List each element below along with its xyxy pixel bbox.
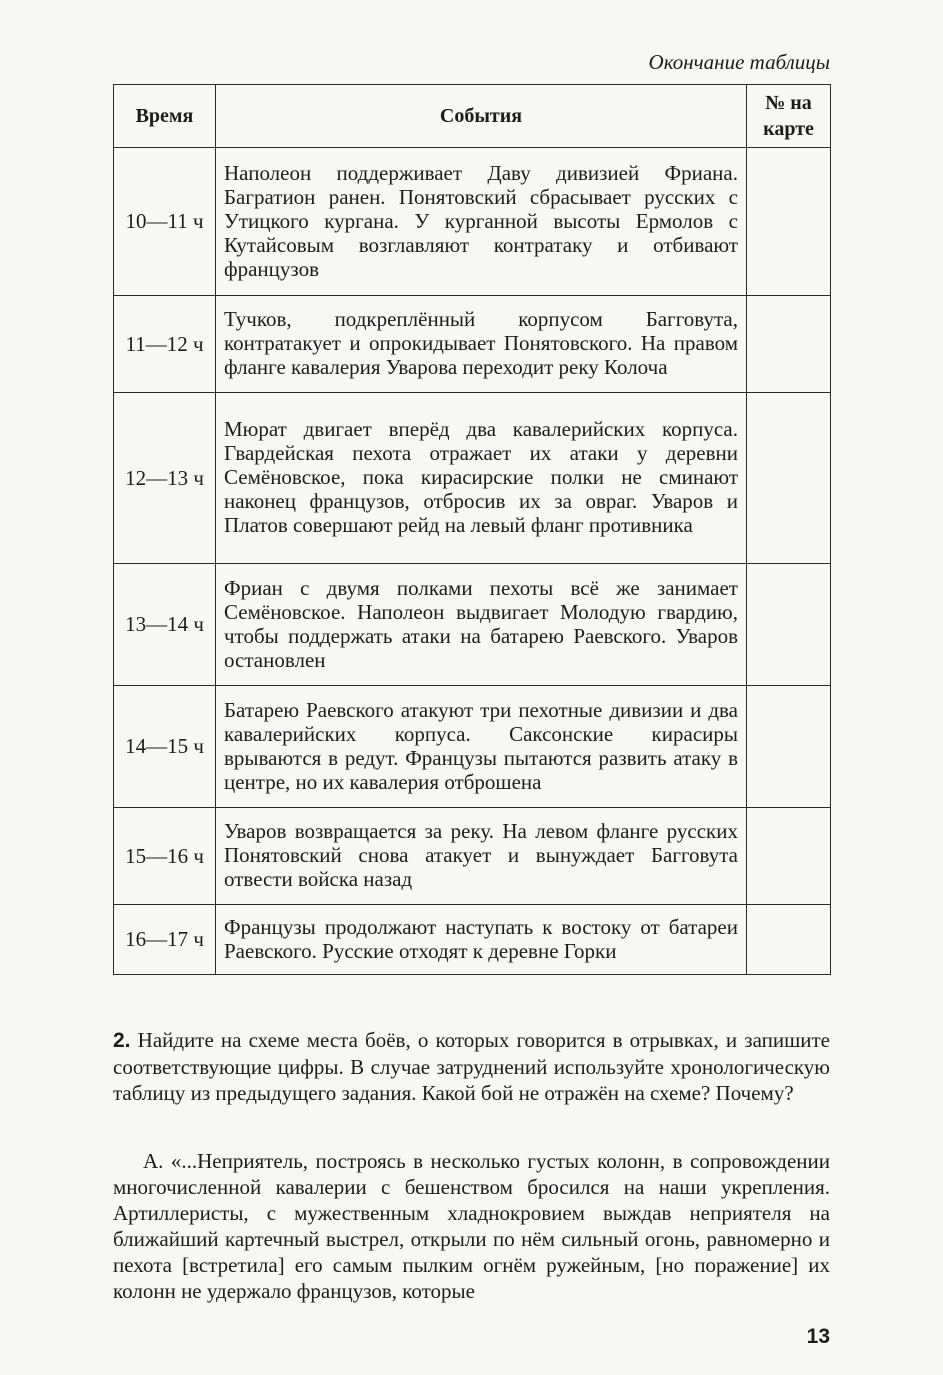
table-header-row [114,85,831,148]
event-cell: Французы продолжают наступать к востоку от батареи Раевского. Русские отходят к деревне Горки [216,905,747,975]
time-cell: 10—11 ч [114,148,216,296]
table-row [114,686,831,808]
map-number-cell [747,564,831,686]
event-cell: Мюрат двигает вперёд два кавалерийских корпуса. Гвардейская пехота отражает их атаки у деревни Семёновское, пока кирасирские полки не сминают наконец французов, отбросив их за овраг. Уваров и Платов совершают рейд на левый фланг противника [216,393,747,564]
task-paragraph [113,1027,830,1106]
time-cell: 12—13 ч [114,393,216,564]
event-cell: Фриан с двумя полками пехоты всё же занимает Семёновское. Наполеон выдвигает Молодую гвардию, чтобы поддержать атаки на батарею Раевского. Уваров остановлен [216,564,747,686]
event-cell: Наполеон поддерживает Даву дивизией Фриана. Багратион ранен. Понятовский сбрасывает русских с Утицкого кургана. У курганной высоты Ермолов с Кутайсовым возглавляют контратаку и отбивают французов [216,148,747,296]
header-time: Время [114,85,216,148]
map-number-cell [747,905,831,975]
table-row [114,296,831,393]
event-cell: Тучков, подкреплённый корпусом Багговута, контратакует и опрокидывает Понятовского. На правом фланге кавалерия Уварова переходит реку Колоча [216,296,747,393]
quote-paragraph: А. «...Неприятель, построясь в несколько густых колонн, в сопровождении многочисленной кавалерии с бешенством бросился на наши укрепления. Артиллеристы, с мужественным хладнокровием выждав неприятеля на ближайший картечный выстрел, открыли по нём сильный огонь, равномерно и пехота [встретила] его самым пылким огнём ружейным, [но поражение] их колонн не удержало французов, которые [113,1149,830,1303]
map-number-cell [747,808,831,905]
table-row [114,905,831,975]
header-map-number: № на карте [747,85,831,148]
page-number: 13 [806,1325,830,1348]
map-number-cell [747,686,831,808]
header-events: События [216,85,747,148]
time-cell: 13—14 ч [114,564,216,686]
event-cell: Уваров возвращается за реку. На левом фланге русских Понятовский снова атакует и вынуждает Багговута отвести войска назад [216,808,747,905]
task-number: 2. [113,1029,131,1052]
time-cell: 16—17 ч [114,905,216,975]
map-number-cell [747,148,831,296]
table-continuation-caption: Окончание таблицы [648,50,830,74]
table-row [114,808,831,905]
time-cell: 11—12 ч [114,296,216,393]
table-row [114,393,831,564]
task-text: Найдите на схеме места боёв, о которых говорится в отрывках, и запишите соответствующие цифры. В случае затруднений используйте хронологическую таблицу из предыдущего задания. Какой бой не отражён на схеме? Почему? [113,1028,831,1105]
table-row [114,564,831,686]
table-row [114,148,831,296]
time-cell: 14—15 ч [114,686,216,808]
map-number-cell [747,393,831,564]
event-cell: Батарею Раевского атакуют три пехотные дивизии и два кавалерийских корпуса. Саксонские кирасиры врываются в редут. Французы пытаются развить атаку в центре, но их кавалерия отброшена [216,686,747,808]
map-number-cell [747,296,831,393]
time-cell: 15—16 ч [114,808,216,905]
battle-events-table [113,84,831,975]
